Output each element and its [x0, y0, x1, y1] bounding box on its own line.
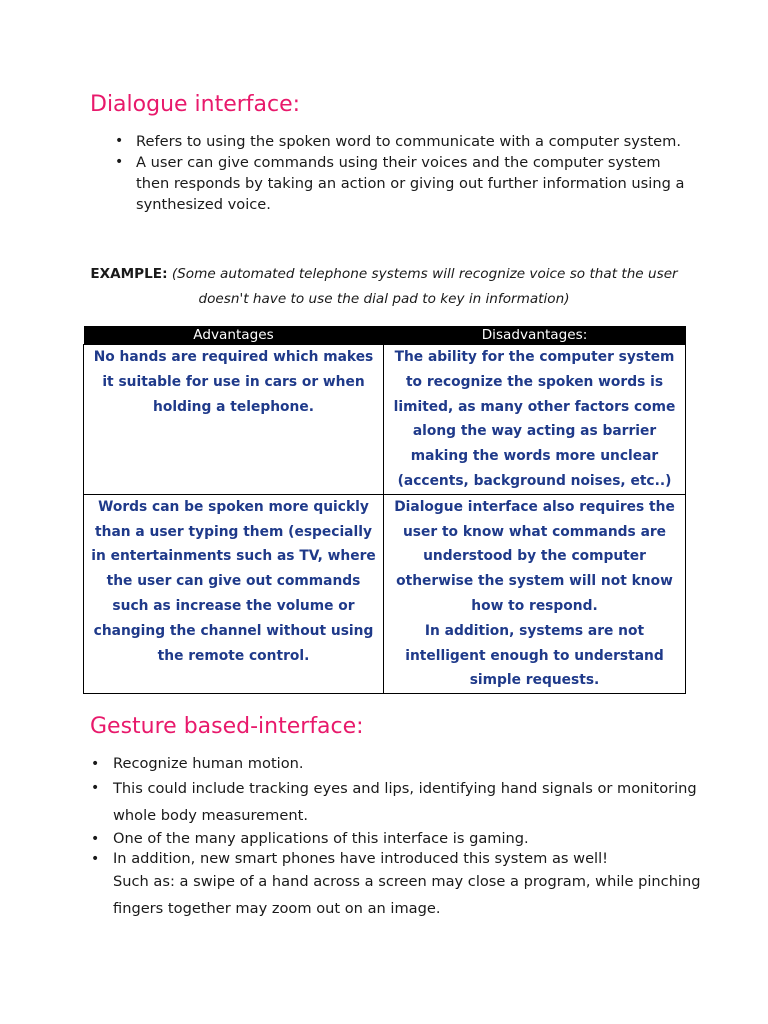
bullet-glyph: • — [91, 779, 100, 796]
bullet-text: Recognize human motion. — [113, 755, 304, 772]
bullet-text: Refers to using the spoken word to communicate with a computer system. — [136, 133, 681, 150]
list-item — [91, 775, 713, 829]
bullet-text: A user can give commands using their voices and the computer system then responds by taking an action or giving out further information using a synthesized voice. — [136, 154, 685, 213]
example-label: EXAMPLE: — [90, 266, 168, 282]
bullet-text: In addition, new smart phones have introduced this system as well! — [113, 850, 609, 867]
dialogue-interface-heading: Dialogue interface: — [90, 92, 301, 117]
table-cell-disadvantage: The ability for the computer system to recognize the spoken words is limited, as many other factors come along the way acting as barrier making the words more unclear (accents, background noises, etc..) — [384, 345, 686, 495]
list-item — [115, 131, 696, 152]
table-row — [84, 494, 686, 693]
example-paragraph — [84, 262, 684, 312]
list-item — [91, 829, 713, 850]
advantages-disadvantages-table — [83, 326, 686, 694]
example-text: (Some automated telephone systems will recognize voice so that the user doesn't have to use the dial pad to key in information) — [171, 266, 678, 307]
advantages-header: Advantages — [84, 326, 384, 345]
table-cell-disadvantage: Dialogue interface also requires the user to know what commands are understood by the computer otherwise the system will not know how to respond. In addition, systems are not intelligent enough to understand simple requests. — [384, 494, 686, 693]
bullet-glyph: • — [91, 756, 100, 772]
table-cell-advantage: Words can be spoken more quickly than a user typing them (especially in entertainments such as TV, where the user can give out commands such as increase the volume or changing the channel without using the remote control. — [84, 494, 384, 693]
bullet-glyph: • — [115, 154, 124, 170]
list-item — [115, 152, 696, 215]
list-item — [91, 754, 713, 775]
gesture-interface-heading: Gesture based-interface: — [90, 714, 364, 739]
table-row — [84, 345, 686, 495]
table-header-row — [84, 326, 686, 345]
dialogue-bullet-list — [115, 131, 696, 215]
gesture-bullet-list — [91, 754, 713, 870]
bullet-text: One of the many applications of this interface is gaming. — [113, 829, 529, 847]
bullet-glyph: • — [91, 851, 100, 867]
disadvantages-header: Disadvantages: — [384, 326, 686, 345]
bullet-text: This could include tracking eyes and lips, identifying hand signals or monitoring whole body measurement. — [113, 779, 697, 824]
bullet-glyph: • — [91, 830, 100, 847]
list-item — [91, 849, 713, 870]
table-cell-advantage: No hands are required which makes it suitable for use in cars or when holding a telephone. — [84, 345, 384, 495]
gesture-example-paragraph: Such as: a swipe of a hand across a screen may close a program, while pinching fingers together may zoom out on an image. — [113, 873, 701, 917]
bullet-glyph: • — [115, 133, 124, 149]
